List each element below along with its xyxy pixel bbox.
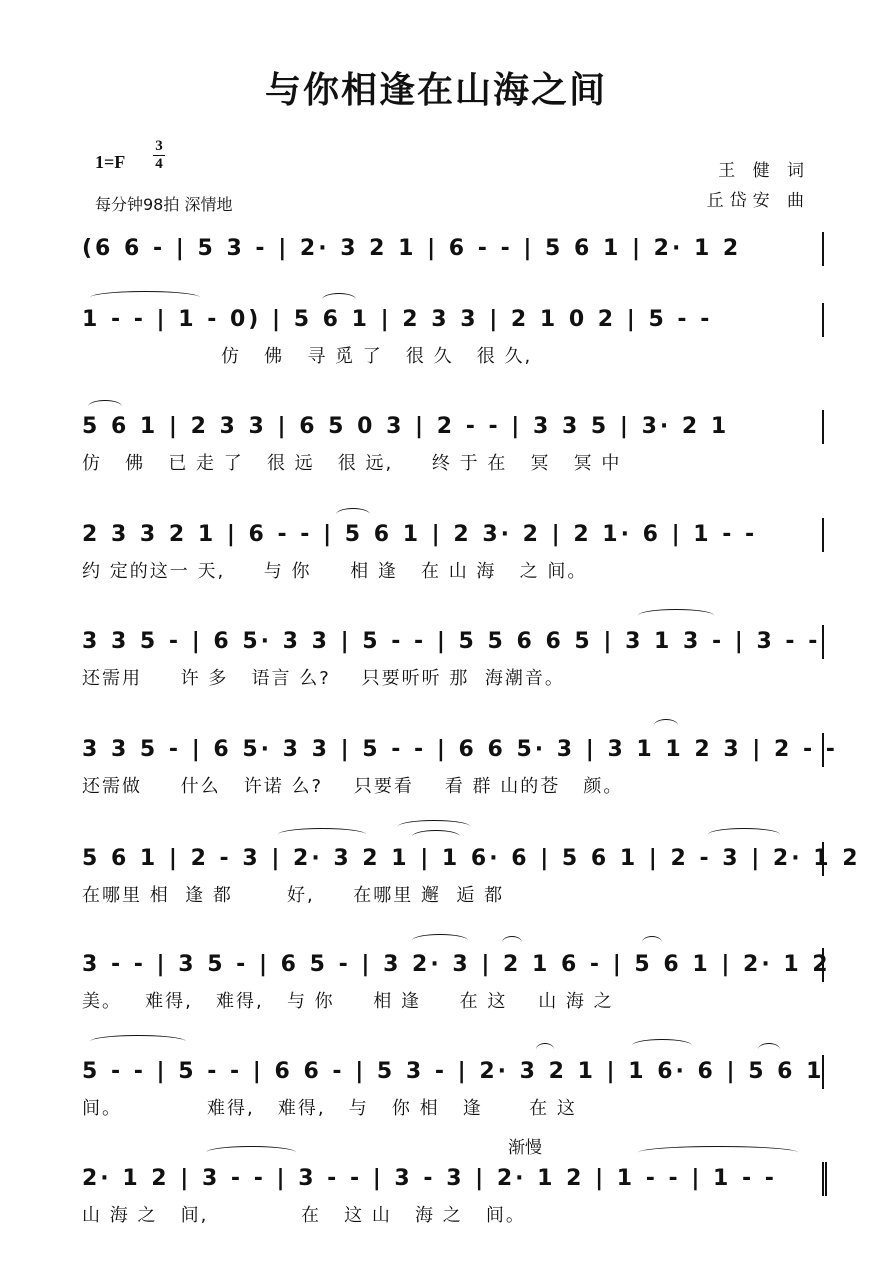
composer-credit: 丘岱安 曲 (706, 191, 810, 211)
notation-line: 2· 1 2 | 3 - - | 3 - - | 3 - 3 | 2· 1 2 | 1 - - | 1 - - (82, 1162, 827, 1196)
tempo-marking: 每分钟98拍 深情地 (95, 195, 233, 214)
notation-line: 5 - - | 5 - - | 6 6 - | 5 3 - | 2· 3 2 1 | 1 6· 6 | 5 6 1 (82, 1055, 824, 1089)
slur-mark (90, 1035, 186, 1048)
slur-mark (206, 1146, 296, 1159)
lyrics-line: 还需用 许 多 语言 么? 只要听听 那 海潮音。 (82, 668, 565, 689)
slur-mark (708, 828, 780, 841)
notation-line: (6 6 - | 5 3 - | 2· 3 2 1 | 6 - - | 5 6 1 | 2· 1 2 (82, 232, 824, 266)
notation-line: 5 6 1 | 2 3 3 | 6 5 0 3 | 2 - - | 3 3 5 | 3· 2 1 (82, 410, 824, 444)
notation-line: 3 3 5 - | 6 5· 3 3 | 5 - - | 5 5 6 6 5 | 3 1 3 - | 3 - - (82, 625, 824, 659)
lyrics-line: 仿 佛 寻 觅 了 很 久 很 久, (82, 346, 533, 367)
slur-mark (632, 1039, 692, 1052)
key-signature: 1=F (95, 152, 126, 172)
lyrics-line: 仿 佛 已 走 了 很 远 很 远, 终 于 在 冥 冥 中 (82, 453, 622, 474)
lyricist-credit: 王 健 词 (718, 161, 810, 181)
tempo-change-marking: 渐慢 (508, 1138, 542, 1158)
notation-line: 1 - - | 1 - 0) | 5 6 1 | 2 3 3 | 2 1 0 2 | 5 - - (82, 303, 824, 337)
time-numerator: 3 (155, 138, 163, 154)
slur-mark (278, 828, 366, 841)
lyrics-line: 间。 难得, 难得, 与 你 相 逢 在 这 (82, 1098, 577, 1119)
slur-mark (638, 1146, 798, 1159)
notation-line: 5 6 1 | 2 - 3 | 2· 3 2 1 | 1 6· 6 | 5 6 1 | 2 - 3 | 2· 1 2 (82, 842, 824, 876)
lyrics-line: 在哪里 相 逢 都 好, 在哪里 邂 逅 都 (82, 885, 505, 906)
slur-mark (654, 719, 678, 732)
time-denominator: 4 (155, 156, 163, 172)
time-signature (153, 138, 165, 173)
lyrics-line: 山 海 之 间, 在 这 山 海 之 间。 (82, 1205, 526, 1226)
notation-line: 3 3 5 - | 6 5· 3 3 | 5 - - | 6 6 5· 3 | 3 1 1 2 3 | 2 - - (82, 733, 824, 767)
lyrics-line: 约 定的这一 天, 与 你 相 逢 在 山 海 之 间。 (82, 561, 588, 582)
lyrics-line: 还需做 什么 许诺 么? 只要看 看 群 山的苍 颜。 (82, 776, 624, 797)
slur-mark (412, 934, 468, 947)
slur-mark (638, 609, 714, 622)
lyrics-line: 美。 难得, 难得, 与 你 相 逢 在 这 山 海 之 (82, 991, 614, 1012)
notation-line: 3 - - | 3 5 - | 6 5 - | 3 2· 3 | 2 1 6 - | 5 6 1 | 2· 1 2 (82, 948, 824, 982)
song-title: 与你相逢在山海之间 (264, 69, 607, 111)
notation-line: 2 3 3 2 1 | 6 - - | 5 6 1 | 2 3· 2 | 2 1· 6 | 1 - - (82, 518, 824, 552)
